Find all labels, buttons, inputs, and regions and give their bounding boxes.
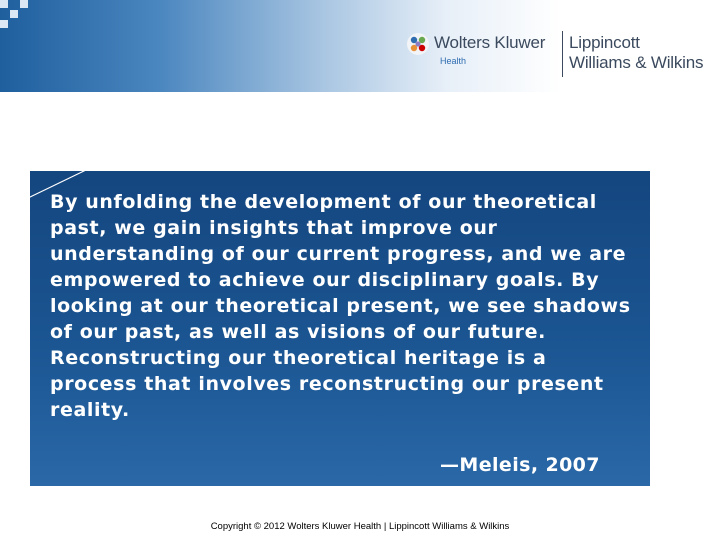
wolters-kluwer-logo xyxy=(406,30,556,70)
imprint-logo xyxy=(569,33,703,73)
imprint-line-2: Williams & Wilkins xyxy=(569,53,704,72)
imprint-line-1: Lippincott xyxy=(569,33,640,52)
quote-text: By unfolding the development of our theoretical past, we gain insights that improve our understanding of our current progress, and we are empowered to achieve our disciplinary goals. By looking at our theoretical present, we see shadows of our past, as well as visions of our future. Reconstructing our theoretical heritage is a process that involves reconstructing our present reality. xyxy=(50,191,631,421)
logo-divider xyxy=(562,31,563,77)
publisher-name: Wolters Kluwer xyxy=(434,33,546,52)
publisher-division: Health xyxy=(440,56,467,66)
globe-logo-icon xyxy=(406,32,430,56)
quote-attribution: —Meleis, 2007 xyxy=(440,454,600,476)
copyright-footer: Copyright © 2012 Wolters Kluwer Health | Lippincott Williams & Wilkins xyxy=(210,521,510,532)
header-band xyxy=(0,0,720,92)
